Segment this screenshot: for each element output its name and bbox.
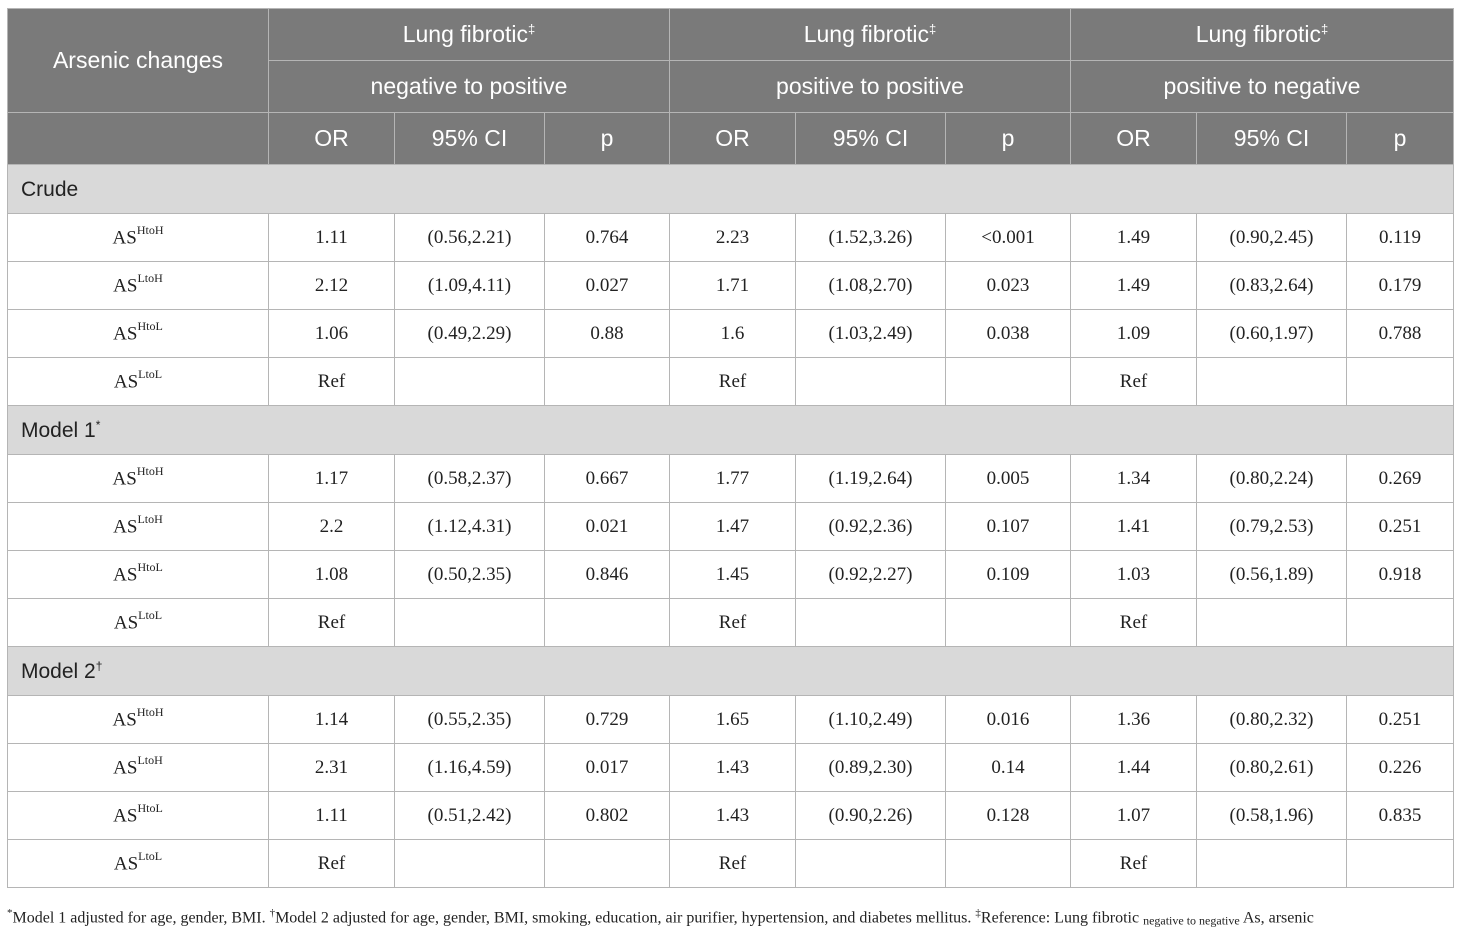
table-row <box>8 214 1454 262</box>
table-row <box>8 310 1454 358</box>
cell-or: 1.11 <box>269 792 395 840</box>
cell-or: 1.43 <box>670 792 796 840</box>
table-row <box>8 551 1454 599</box>
cell-or: Ref <box>269 599 395 647</box>
section-label: Model 2† <box>8 647 1454 696</box>
cell-or: 2.12 <box>269 262 395 310</box>
col-header-p: p <box>545 113 670 165</box>
cell-ci: (0.92,2.36) <box>796 503 946 551</box>
cell-or: 1.65 <box>670 696 796 744</box>
arsenic-change-label: $AS^{HtoL}$ <box>8 792 269 840</box>
cell-p: 0.729 <box>545 696 670 744</box>
cell-ci: (0.60,1.97) <box>1197 310 1347 358</box>
cell-or: 2.31 <box>269 744 395 792</box>
section-header-row <box>8 647 1454 696</box>
cell-p: 0.251 <box>1347 503 1454 551</box>
cell-ci <box>1197 358 1347 406</box>
cell-ci: (1.16,4.59) <box>395 744 545 792</box>
table-footnote: *Model 1 adjusted for age, gender, BMI. †Model 2 adjusted for age, gender, BMI, smoking, education, air purifier, hypertension, and diabetes mellitus. ‡Reference: Lung fibrotic negative to negative As, arsenic <box>7 907 1314 928</box>
cell-p: 0.016 <box>946 696 1071 744</box>
cell-p: 0.109 <box>946 551 1071 599</box>
arsenic-change-label: $AS^{HtoL}$ <box>8 310 269 358</box>
cell-ci: (0.79,2.53) <box>1197 503 1347 551</box>
cell-or: 1.17 <box>269 455 395 503</box>
cell-ci: (1.52,3.26) <box>796 214 946 262</box>
cell-or: 2.2 <box>269 503 395 551</box>
cell-ci <box>796 358 946 406</box>
cell-ci: (0.55,2.35) <box>395 696 545 744</box>
cell-p: 0.005 <box>946 455 1071 503</box>
cell-ci: (0.83,2.64) <box>1197 262 1347 310</box>
cell-p: 0.14 <box>946 744 1071 792</box>
arsenic-change-label: $AS^{LtoH}$ <box>8 503 269 551</box>
arsenic-change-label: $AS^{LtoL}$ <box>8 358 269 406</box>
section-label: Crude <box>8 165 1454 214</box>
table-row <box>8 503 1454 551</box>
group-title-1: Lung fibrotic‡ <box>269 9 670 61</box>
group-title-2: Lung fibrotic‡ <box>670 9 1071 61</box>
cell-or: 1.77 <box>670 455 796 503</box>
table-row <box>8 792 1454 840</box>
arsenic-change-label: $AS^{HtoH}$ <box>8 214 269 262</box>
cell-or: 1.44 <box>1071 744 1197 792</box>
cell-or: 1.47 <box>670 503 796 551</box>
col-header-or: OR <box>670 113 796 165</box>
cell-ci: (0.58,2.37) <box>395 455 545 503</box>
cell-or: 1.09 <box>1071 310 1197 358</box>
cell-or: 2.23 <box>670 214 796 262</box>
results-table <box>7 8 1454 888</box>
cell-or: 1.03 <box>1071 551 1197 599</box>
cell-p: 0.017 <box>545 744 670 792</box>
cell-p: 0.835 <box>1347 792 1454 840</box>
col-header-ci: 95% CI <box>1197 113 1347 165</box>
cell-p <box>545 358 670 406</box>
col-header-or: OR <box>269 113 395 165</box>
cell-ci: (0.49,2.29) <box>395 310 545 358</box>
cell-or: 1.6 <box>670 310 796 358</box>
cell-p: 0.021 <box>545 503 670 551</box>
cell-or: Ref <box>269 840 395 888</box>
group-subtitle-3: positive to negative <box>1071 61 1454 113</box>
cell-p: 0.179 <box>1347 262 1454 310</box>
cell-ci <box>395 599 545 647</box>
cell-or: Ref <box>670 599 796 647</box>
cell-or: Ref <box>1071 599 1197 647</box>
table-row <box>8 358 1454 406</box>
cell-ci <box>796 599 946 647</box>
group-title-3: Lung fibrotic‡ <box>1071 9 1454 61</box>
cell-ci <box>1197 599 1347 647</box>
arsenic-change-label: $AS^{LtoL}$ <box>8 840 269 888</box>
cell-ci: (0.90,2.26) <box>796 792 946 840</box>
cell-ci <box>1197 840 1347 888</box>
header-spacer <box>8 113 269 165</box>
cell-p <box>946 599 1071 647</box>
table-row <box>8 840 1454 888</box>
cell-or: Ref <box>1071 840 1197 888</box>
arsenic-change-label: $AS^{HtoH}$ <box>8 455 269 503</box>
table-row <box>8 696 1454 744</box>
cell-p <box>1347 599 1454 647</box>
cell-p: 0.667 <box>545 455 670 503</box>
cell-ci: (1.12,4.31) <box>395 503 545 551</box>
section-header-row <box>8 165 1454 214</box>
cell-or: Ref <box>670 358 796 406</box>
cell-ci: (0.80,2.61) <box>1197 744 1347 792</box>
arsenic-change-label: $AS^{HtoL}$ <box>8 551 269 599</box>
cell-ci: (1.08,2.70) <box>796 262 946 310</box>
cell-ci: (1.10,2.49) <box>796 696 946 744</box>
table-header <box>8 9 1454 165</box>
cell-or: 1.06 <box>269 310 395 358</box>
cell-p: 0.038 <box>946 310 1071 358</box>
cell-ci: (1.09,4.11) <box>395 262 545 310</box>
cell-ci: (0.51,2.42) <box>395 792 545 840</box>
cell-p: 0.023 <box>946 262 1071 310</box>
cell-ci: (0.58,1.96) <box>1197 792 1347 840</box>
cell-p: 0.119 <box>1347 214 1454 262</box>
cell-ci: (1.03,2.49) <box>796 310 946 358</box>
section-label: Model 1* <box>8 406 1454 455</box>
cell-p <box>946 840 1071 888</box>
section-header-row <box>8 406 1454 455</box>
cell-ci: (0.89,2.30) <box>796 744 946 792</box>
cell-ci <box>395 840 545 888</box>
cell-p <box>946 358 1071 406</box>
col-header-ci: 95% CI <box>395 113 545 165</box>
cell-p: 0.027 <box>545 262 670 310</box>
arsenic-change-label: $AS^{LtoH}$ <box>8 262 269 310</box>
col-header-p: p <box>1347 113 1454 165</box>
cell-ci: (0.50,2.35) <box>395 551 545 599</box>
cell-or: 1.71 <box>670 262 796 310</box>
table-row <box>8 599 1454 647</box>
cell-or: 1.49 <box>1071 214 1197 262</box>
cell-ci: (0.56,2.21) <box>395 214 545 262</box>
col-header-or: OR <box>1071 113 1197 165</box>
cell-ci: (1.19,2.64) <box>796 455 946 503</box>
cell-ci <box>395 358 545 406</box>
group-subtitle-2: positive to positive <box>670 61 1071 113</box>
cell-or: 1.14 <box>269 696 395 744</box>
cell-or: 1.41 <box>1071 503 1197 551</box>
arsenic-change-label: $AS^{LtoL}$ <box>8 599 269 647</box>
cell-p: 0.88 <box>545 310 670 358</box>
cell-ci: (0.56,1.89) <box>1197 551 1347 599</box>
cell-p <box>545 840 670 888</box>
col-header-p: p <box>946 113 1071 165</box>
cell-p: 0.128 <box>946 792 1071 840</box>
cell-p <box>1347 358 1454 406</box>
cell-or: 1.49 <box>1071 262 1197 310</box>
cell-ci <box>796 840 946 888</box>
cell-ci: (0.80,2.24) <box>1197 455 1347 503</box>
table-row <box>8 744 1454 792</box>
cell-p: 0.764 <box>545 214 670 262</box>
cell-or: 1.08 <box>269 551 395 599</box>
col-header-ci: 95% CI <box>796 113 946 165</box>
row-label-header: Arsenic changes <box>8 9 269 113</box>
cell-p: 0.226 <box>1347 744 1454 792</box>
cell-ci: (0.90,2.45) <box>1197 214 1347 262</box>
cell-or: 1.11 <box>269 214 395 262</box>
group-subtitle-1: negative to positive <box>269 61 670 113</box>
table-row <box>8 262 1454 310</box>
cell-p: 0.107 <box>946 503 1071 551</box>
table-body <box>8 165 1454 888</box>
cell-or: 1.45 <box>670 551 796 599</box>
table-row <box>8 455 1454 503</box>
arsenic-change-label: $AS^{LtoH}$ <box>8 744 269 792</box>
cell-p: 0.269 <box>1347 455 1454 503</box>
cell-or: Ref <box>269 358 395 406</box>
cell-p: 0.788 <box>1347 310 1454 358</box>
cell-p <box>545 599 670 647</box>
cell-or: 1.43 <box>670 744 796 792</box>
cell-ci: (0.92,2.27) <box>796 551 946 599</box>
cell-p: <0.001 <box>946 214 1071 262</box>
cell-p <box>1347 840 1454 888</box>
cell-or: Ref <box>1071 358 1197 406</box>
cell-p: 0.251 <box>1347 696 1454 744</box>
cell-p: 0.846 <box>545 551 670 599</box>
cell-or: 1.36 <box>1071 696 1197 744</box>
cell-p: 0.802 <box>545 792 670 840</box>
cell-ci: (0.80,2.32) <box>1197 696 1347 744</box>
cell-or: 1.34 <box>1071 455 1197 503</box>
cell-p: 0.918 <box>1347 551 1454 599</box>
cell-or: 1.07 <box>1071 792 1197 840</box>
arsenic-change-label: $AS^{HtoH}$ <box>8 696 269 744</box>
cell-or: Ref <box>670 840 796 888</box>
